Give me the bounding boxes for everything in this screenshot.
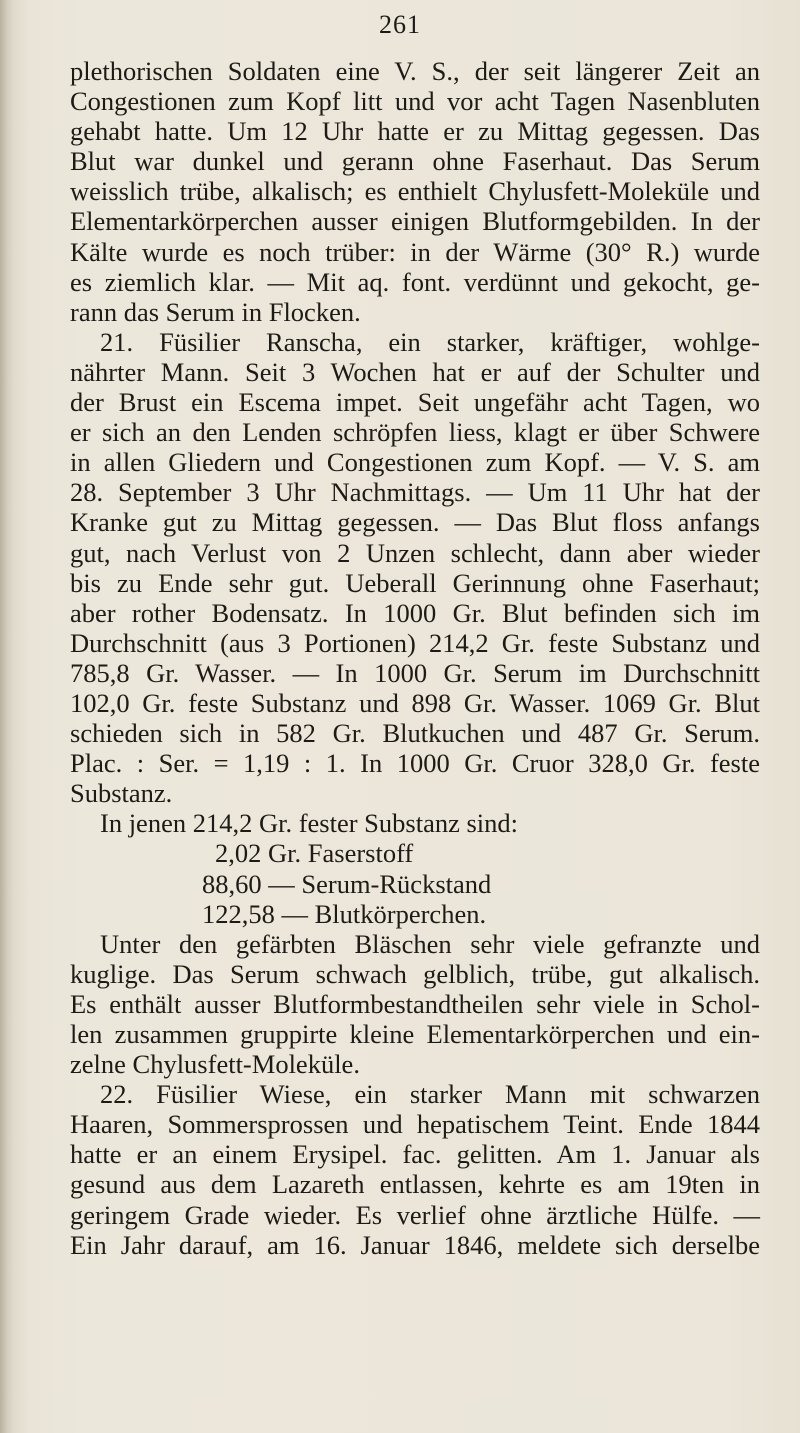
text-line: Substanz. (70, 778, 173, 809)
text-line: Congestionen zum Kopf litt und vor acht Tagen Nasenbluten (70, 86, 760, 117)
text-line: der Brust ein Escema impet. Seit ungefähr acht Tagen, wo (70, 387, 760, 418)
text-line: Haaren, Sommersprossen und hepatischem Teint. Ende 1844 (70, 1109, 760, 1140)
text-line: 22. Füsilier Wiese, ein starker Mann mit schwarzen (100, 1079, 760, 1110)
text-line: rann das Serum in Flocken. (70, 296, 361, 327)
text-line: gut, nach Verlust von 2 Unzen schlecht, dann aber wieder (70, 537, 760, 568)
text-line: 21. Füsilier Ranscha, ein starker, kräftiger, wohlge- (100, 326, 760, 357)
text-line: 28. September 3 Uhr Nachmittags. — Um 11 Uhr hat der (70, 477, 760, 508)
text-line: es ziemlich klar. — Mit aq. font. verdünnt und gekocht, ge- (70, 266, 760, 297)
text-line: zelne Chylusfett-Moleküle. (70, 1049, 360, 1080)
text-line: kuglige. Das Serum schwach gelblich, trübe, gut alkalisch. (70, 958, 760, 989)
table-row: 2,02 Gr. Faserstoff (215, 838, 414, 869)
table-row: 88,60 — Serum-Rückstand (202, 868, 492, 899)
text-line: aber rother Bodensatz. In 1000 Gr. Blut befinden sich im (70, 597, 760, 628)
text-line: Kranke gut zu Mittag gegessen. — Das Blut floss anfangs (70, 507, 760, 538)
text-line: in allen Gliedern und Congestionen zum Kopf. — V. S. am (70, 447, 760, 478)
text-line: Durchschnitt (aus 3 Portionen) 214,2 Gr. feste Substanz und (70, 627, 760, 658)
text-line: Blut war dunkel und gerann ohne Faserhaut. Das Serum (70, 146, 760, 177)
text-line: Unter den gefärbten Bläschen sehr viele gefranzte und (100, 928, 760, 959)
text-line: Elementarkörperchen ausser einigen Blutformgebilden. In der (70, 206, 760, 237)
body-text (70, 56, 760, 1260)
text-line: gesund aus dem Lazareth entlassen, kehrte es am 19ten in (70, 1169, 760, 1200)
page-gutter-shadow (0, 0, 14, 1433)
text-line: len zusammen gruppirte kleine Elementarkörperchen und ein- (70, 1019, 760, 1049)
text-line: nährter Mann. Seit 3 Wochen hat er auf der Schulter und (70, 356, 760, 387)
text-line: Es enthält ausser Blutformbestandtheilen sehr viele in Schol- (70, 988, 760, 1019)
text-line: bis zu Ende sehr gut. Ueberall Gerinnung ohne Faserhaut; (70, 567, 760, 598)
text-line: er sich an den Lenden schröpfen liess, klagt er über Schwere (70, 417, 760, 448)
table-row: 122,58 — Blutkörperchen. (202, 898, 487, 929)
text-line: 785,8 Gr. Wasser. — In 1000 Gr. Serum im Durchschnitt (70, 657, 760, 688)
text-line: plethorischen Soldaten eine V. S., der seit längerer Zeit an (70, 56, 760, 86)
text-line: gehabt hatte. Um 12 Uhr hatte er zu Mittag gegessen. Das (70, 116, 760, 147)
text-line: hatte er an einem Erysipel. fac. gelitten. Am 1. Januar als (70, 1139, 760, 1170)
text-line: Plac. : Ser. = 1,19 : 1. In 1000 Gr. Cruor 328,0 Gr. feste (70, 748, 760, 779)
text-line: Ein Jahr darauf, am 16. Januar 1846, meldete sich derselbe (70, 1229, 760, 1260)
text-line: 102,0 Gr. feste Substanz und 898 Gr. Wasser. 1069 Gr. Blut (70, 687, 760, 718)
text-line: In jenen 214,2 Gr. fester Substanz sind: (100, 808, 519, 839)
page-number: 261 (379, 10, 421, 39)
text-line: schieden sich in 582 Gr. Blutkuchen und 487 Gr. Serum. (70, 718, 760, 749)
text-line: Kälte wurde es noch trüber: in der Wärme (30° R.) wurde (70, 236, 760, 267)
text-line: weisslich trübe, alkalisch; es enthielt Chylusfett-Moleküle und (70, 176, 760, 207)
text-line: geringem Grade wieder. Es verlief ohne ärztliche Hülfe. — (70, 1199, 760, 1230)
